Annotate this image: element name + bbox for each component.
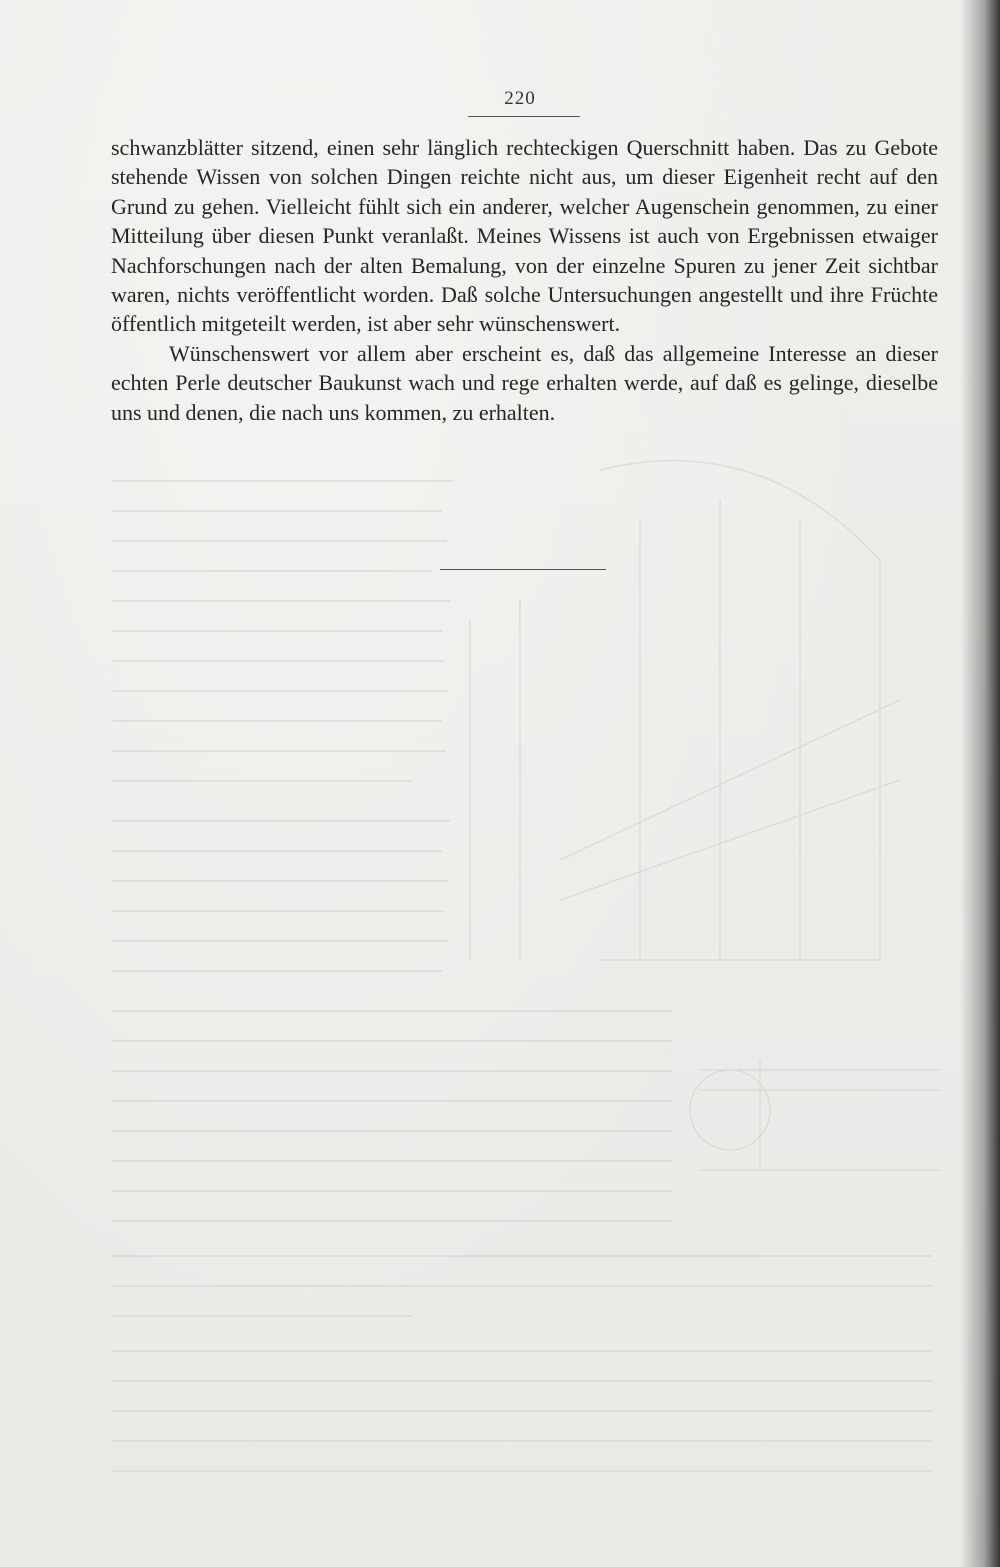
paragraph: schwanzblätter sitzend, einen sehr länglich rechteckigen Querschnitt haben. Das zu Gebote stehende Wissen von solchen Dingen reichte nicht aus, um dieser Eigenheit recht auf den Grund zu gehen. Vielleicht fühlt sich ein anderer, welcher Augenschein genommen, zu einer Mitteilung über diesen Punkt veranlaßt. Meines Wissens ist auch von Ergebnissen etwaiger Nachforschungen nach der alten Bemalung, von der einzelne Spuren zu jener Zeit sichtbar waren, nichts veröffentlicht worden. Daß solche Untersuchungen angestellt und ihre Früchte öffentlich mitgeteilt werden, ist aber sehr wünschenswert.: [111, 135, 938, 337]
body-text: [111, 133, 938, 427]
section-end-rule: [440, 569, 606, 570]
page-number: 220: [504, 88, 536, 109]
page-edge-shadow: [960, 0, 1000, 1567]
paragraph: Wünschenswert vor allem aber erscheint es, daß das allgemeine Interesse an dieser echten Perle deutscher Baukunst wach und rege erhalten werde, auf daß es gelinge, dieselbe uns und denen, die nach uns kommen, zu erhalten.: [111, 340, 938, 425]
header-rule: [468, 116, 580, 117]
